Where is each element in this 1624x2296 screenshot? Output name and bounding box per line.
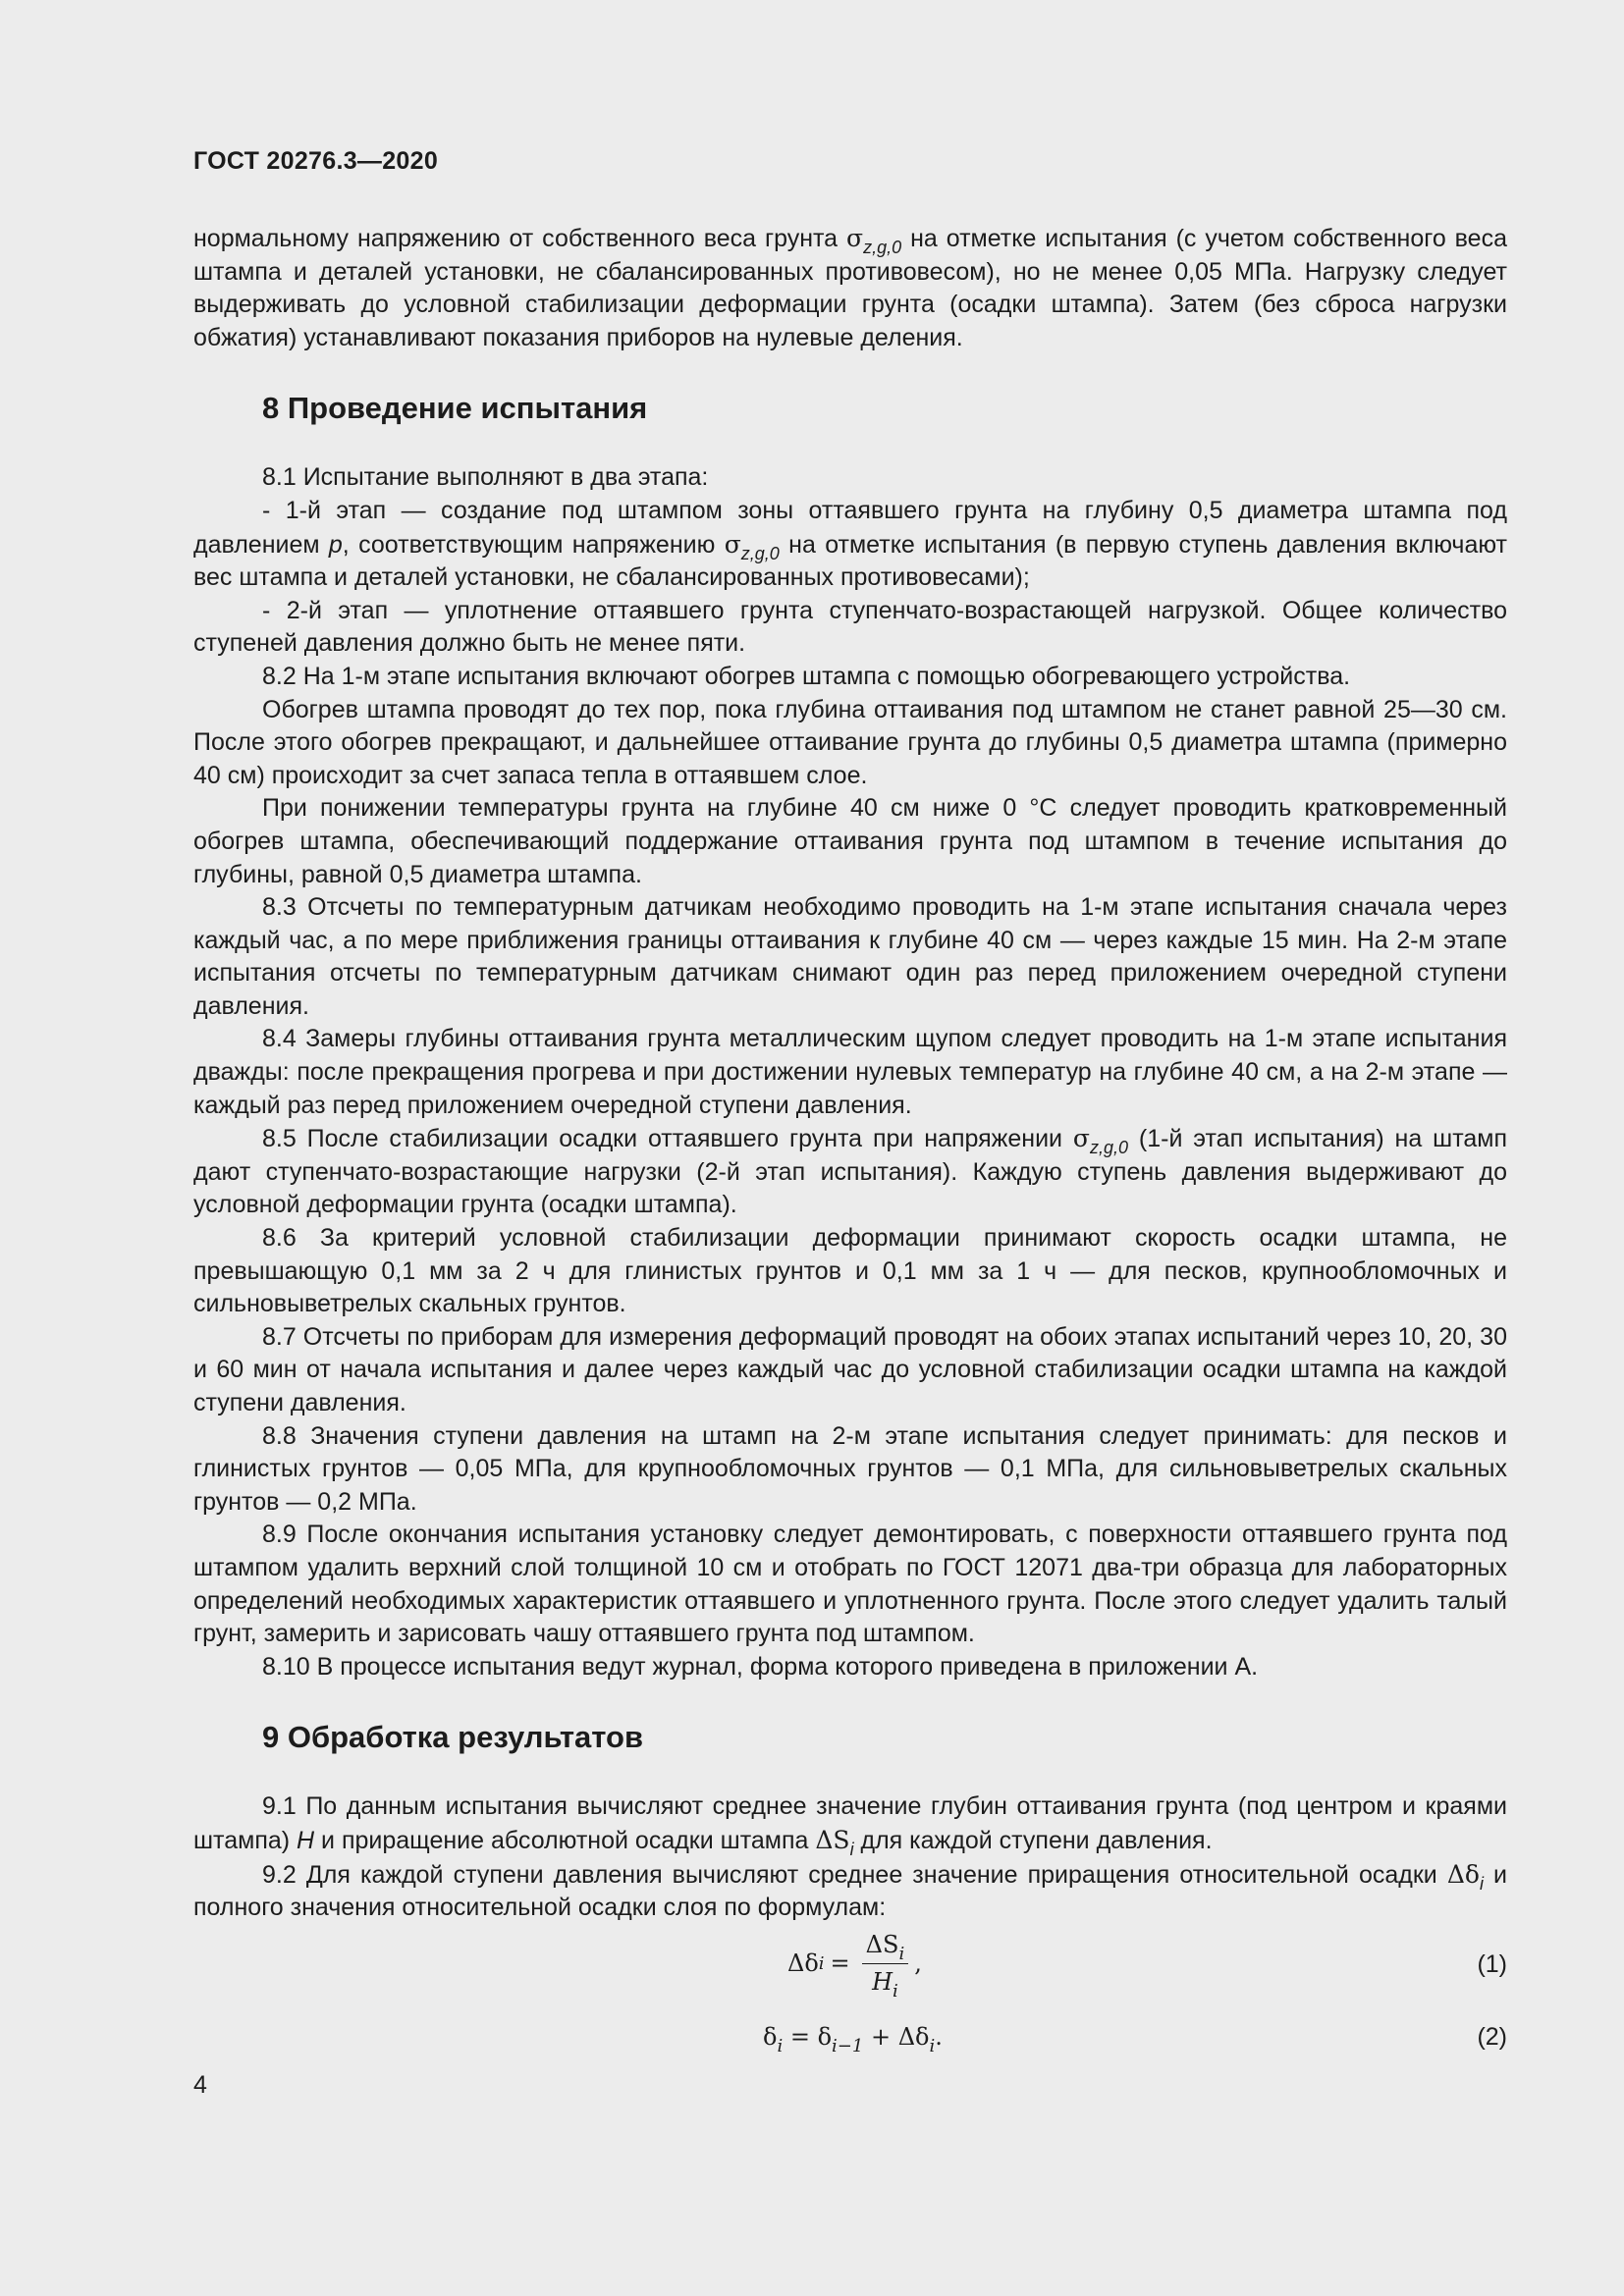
plus-sign: + (863, 2022, 898, 2051)
numerator (862, 1929, 909, 1965)
formula-term: δ (763, 2022, 778, 2051)
text: на отметке испытания (в первую ступень давления включают вес штампа и деталей установки, не сбалансированных противовесами); (193, 530, 1507, 592)
formula-2-expression (763, 2021, 943, 2055)
paragraph-8-3: 8.3 Отсчеты по температурным датчикам необходимо проводить на 1-м этапе испытания сначала через каждый час, а по мере приближения границы оттаивания к глубине 40 см — через каждые 15 мин. На 2-м этапе испытания отсчеты по температурным датчикам снимают один раз перед приложением очередной ступени давления. (193, 893, 1507, 1020)
text: , соответствующим напряжению (342, 530, 725, 559)
var-H: H (297, 1826, 315, 1854)
document-header: ГОСТ 20276.3—2020 (193, 147, 439, 175)
paragraph-8-4: 8.4 Замеры глубины оттаивания грунта металлическим щупом следует проводить на 1-м этапе испытания дважды: после прекращения прогрева и при достижении нулевых температур на глубине 40 см, а на 2-м этапе — каждый раз перед приложением очередной ступени давления. (193, 1025, 1507, 1119)
formula-2-number: (2) (1477, 2022, 1507, 2051)
subscript: i−1 (832, 2035, 864, 2056)
formula-1-number: (1) (1477, 1949, 1507, 1978)
formula-1-expression: Δδ i = $\frac{\Delta S_i}{H_i}$ , (787, 1930, 922, 2002)
paragraph-8-10: 8.10 В процессе испытания ведут журнал, форма которого приведена в приложении А. (262, 1652, 1259, 1681)
paragraph-9-2 (193, 1858, 1507, 1925)
subscript: i (898, 1943, 905, 1964)
var-p: p (328, 530, 343, 559)
subscript: i (849, 1839, 854, 1859)
subscript: i (1479, 1873, 1484, 1894)
subscript: z,g,0 (863, 238, 902, 257)
formula-2 (193, 2003, 1507, 2068)
section-9-title: 9 Обработка результатов (262, 1720, 644, 1755)
paragraph-8-2: 8.2 На 1-м этапе испытания включают обогрев штампа с помощью обогревающего устройства. (262, 662, 1351, 690)
formula-1 (193, 1925, 1507, 2003)
sigma-symbol: σ (846, 224, 864, 252)
equals-sign: = (783, 2022, 818, 2051)
punctuation: . (935, 2022, 943, 2051)
text: для каждой ступени давления. (853, 1826, 1213, 1854)
fraction (862, 1929, 909, 2000)
sigma-symbol: σ (724, 529, 741, 559)
delta-S-symbol: ΔS (815, 1825, 850, 1854)
paragraph-8-7: 8.7 Отсчеты по приборам для измерения деформаций проводят на обоих этапах испытаний через 10, 20, 30 и 60 мин от начала испытания и далее через каждый час до условной стабилизации осадки штампа на каждой ступени давления. (193, 1322, 1507, 1416)
equals-sign: = (830, 1949, 850, 1977)
formula-term: ΔS (865, 1930, 899, 1958)
page-number: 4 (193, 2071, 207, 2099)
text: (1-й этап испытания) на штамп дают ступенчато-возрастающие нагрузки (2-й этап испытания). Каждую ступень давления выдерживают до условной деформации грунта (осадки штампа). (193, 1125, 1507, 1219)
paragraph-8-6: 8.6 За критерий условной стабилизации деформации принимают скорость осадки штампа, не превышающую 0,1 мм за 2 ч для глинистых грунтов и 0,1 мм за 1 ч — для песков, крупнообломочных и сильновыветрелых скальных грунтов. (193, 1224, 1507, 1318)
denominator (872, 1964, 898, 2000)
formula-term: Δδ (787, 1949, 819, 1977)
paragraph-8-9: 8.9 После окончания испытания установку следует демонтировать, с поверхности оттаявшего грунта под штампом удалить верхний слой толщиной 10 см и отобрать по ГОСТ 12071 два-три образца для лабораторных определений необходимых характеристик оттаявшего и уплотненного грунта. После этого следует удалить талый грунт, замерить и зарисовать чашу оттаявшего грунта под штампом. (193, 1521, 1507, 1648)
paragraph-8-2b: Обогрев штампа проводят до тех пор, пока глубина оттаивания под штампом не станет равной 25—30 см. После этого обогрев прекращают, и дальнейшее оттаивание грунта до глубины 0,5 диаметра штампа (примерно 40 см) происходит за счет запаса тепла в оттаявшем слое. (193, 695, 1507, 789)
text: нормальному напряжению от собственного веса грунта (193, 225, 847, 252)
subscript: i (929, 2035, 936, 2056)
text: и приращение абсолютной осадки штампа (314, 1826, 816, 1854)
text: - 1-й этап — создание под штампом зоны оттаявшего грунта на глубину 0,5 диаметра штампа под давлением (193, 496, 1507, 559)
subscript: z,g,0 (1089, 1138, 1129, 1158)
paragraph-8-1: 8.1 Испытание выполняют в два этапа: (262, 463, 709, 492)
subscript: z,g,0 (740, 543, 780, 563)
formula-term: H (872, 1968, 893, 1997)
subscript: i (893, 1981, 898, 2002)
stage-2-item: - 2-й этап — уплотнение оттаявшего грунта ступенчато-возрастающей нагрузкой. Общее количество ступеней давления должно быть не менее пяти. (193, 596, 1507, 658)
paragraph-8-5 (193, 1122, 1507, 1222)
paragraph-9-1 (193, 1790, 1507, 1857)
document-body (193, 222, 1507, 2068)
text: и полного значения относительной осадки слоя по формулам: (193, 1860, 1507, 1922)
sigma-symbol: σ (1072, 1124, 1090, 1153)
subscript: i (777, 2035, 784, 2056)
text: 9.1 По данным испытания вычисляют среднее значение глубин оттаивания грунта (под центром и краями штампа) (193, 1792, 1507, 1854)
text: 9.2 Для каждой ступени давления вычисляют среднее значение приращения относительной осадки (262, 1860, 1447, 1889)
formula-term: Δδ (897, 2022, 930, 2051)
text: 8.5 После стабилизации осадки оттаявшего грунта при напряжении (262, 1125, 1073, 1153)
text: на отметке испытания (с учетом собственного веса штампа и деталей установки, не сбалансированных противовесом), но не менее 0,05 МПа. Нагрузку следует выдерживать до условной стабилизации деформации грунта (осадки штампа). Затем (без сброса нагрузки обжатия) устанавливают показания приборов на нулевые деления. (193, 225, 1507, 351)
delta-delta-symbol: Δδ (1446, 1859, 1480, 1889)
section-8-title: 8 Проведение испытания (262, 391, 648, 426)
paragraph-8-2c: При понижении температуры грунта на глубине 40 см ниже 0 °С следует проводить кратковременный обогрев штампа, обеспечивающий поддержание оттаивания грунта под штампом в течение испытания до глубины, равной 0,5 диаметра штампа. (193, 794, 1507, 888)
intro-paragraph (193, 222, 1507, 354)
punctuation: , (914, 1949, 922, 1977)
formula-term: δ (817, 2022, 833, 2051)
paragraph-8-8: 8.8 Значения ступени давления на штамп на 2-м этапе испытания следует принимать: для песков и глинистых грунтов — 0,05 МПа, для крупнообломочных грунтов — 0,1 МПа, для сильновыветрелых скальных грунтов — 0,2 МПа. (193, 1421, 1507, 1516)
stage-1-item (193, 495, 1507, 595)
